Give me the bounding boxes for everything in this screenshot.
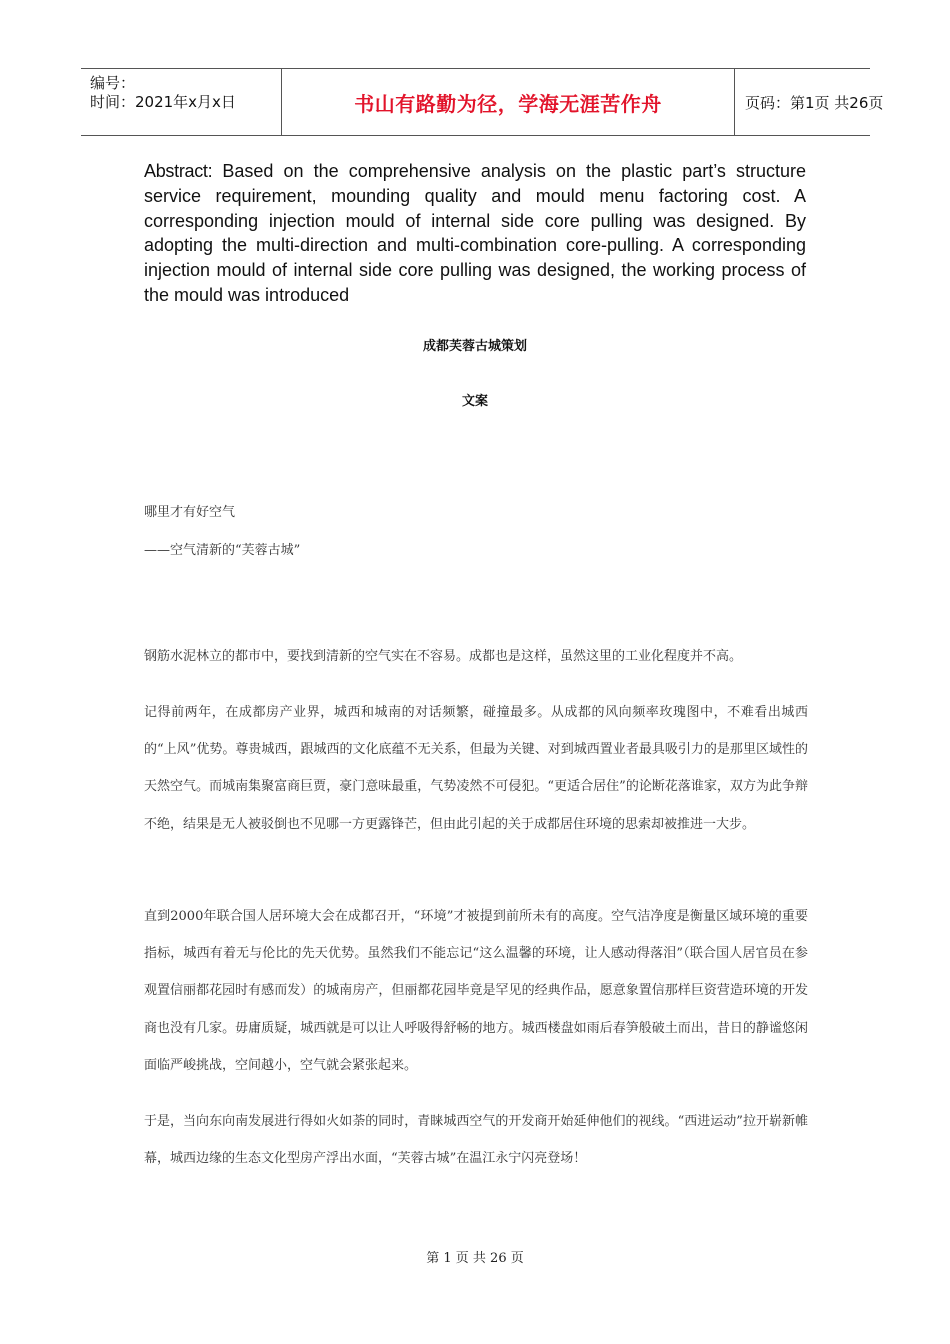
header-page-info: 页码：第1页 共26页 bbox=[745, 93, 884, 112]
header-motto: 书山有路勤为径，学海无涯苦作舟 bbox=[354, 91, 662, 116]
section-heading: 哪里才有好空气 bbox=[144, 505, 236, 520]
body-paragraph: 记得前两年，在成都房产业界，城西和城南的对话频繁，碰撞最多。从成都的风向频率玫瑰图中，不难看出城西的“上风”优势。尊贵城西，跟城西的文化底蕴不无关系，但最为关键、对到城西置业者最具吸引力的是那里区域性的天然空气。而城南集聚富商巨贾，豪门意味最重，气势凌然不可侵犯。“更适合居住”的论断花落谁家，双方为此争辩不绝，结果是无人被驳倒也不见哪一方更露锋芒，但由此引起的关于成都居住环境的思索却被推进一大步。 bbox=[144, 705, 808, 832]
document-title: 成都芙蓉古城策划 bbox=[422, 339, 527, 354]
header-motto-cell bbox=[282, 69, 735, 135]
header-page-cell bbox=[735, 69, 884, 135]
document-date-label: 时间：2021年x月x日 bbox=[90, 93, 236, 111]
body-paragraph: 于是，当向东向南发展进行得如火如荼的同时，青睐城西空气的开发商开始延伸他们的视线。“西进运动”拉开崭新帷幕，城西边缘的生态文化型房产浮出水面，“芙蓉古城”在温江永宁闪亮登场！ bbox=[144, 1114, 808, 1167]
document-number-label: 编号： bbox=[90, 74, 136, 92]
header-table bbox=[81, 68, 884, 136]
header-meta-cell bbox=[81, 69, 282, 135]
document-subtitle: 文案 bbox=[461, 394, 488, 409]
body-paragraph: 钢筋水泥林立的都市中，要找到清新的空气实在不容易。成都也是这样，虽然这里的工业化程度并不高。 bbox=[144, 649, 743, 664]
abstract-paragraph bbox=[144, 159, 806, 308]
abstract-label: Abstract: bbox=[144, 161, 213, 181]
body-paragraph: 直到2000年联合国人居环境大会在成都召开，“环境”才被提到前所未有的高度。空气洁净度是衡量区域环境的重要指标，城西有着无与伦比的先天优势。虽然我们不能忘记“这么温馨的环境，让人感动得落泪”（联合国人居官员在参观置信丽都花园时有感而发）的城南房产，但丽都花园毕竟是罕见的经典作品，愿意象置信那样巨资营造环境的开发商也没有几家。毋庸质疑，城西就是可以让人呼吸得舒畅的地方。城西楼盘如雨后春笋般破土而出，昔日的静谧悠闲面临严峻挑战，空间越小，空气就会紧张起来。 bbox=[144, 909, 808, 1073]
page-footer: 第 1 页 共 26 页 bbox=[426, 1251, 524, 1266]
section-subheading: ——空气清新的“芙蓉古城” bbox=[144, 543, 301, 558]
abstract-text: Based on the comprehensive analysis on the plastic part’s structure service requirement, mounding quality and mould menu factoring cost. A corresponding injection mould of internal side core pulling was designed. By adopting the multi-direction and multi-combination core-pulling. A corresponding injection mould of internal side core pulling was designed, the working process of the mould was introduced bbox=[144, 161, 806, 305]
